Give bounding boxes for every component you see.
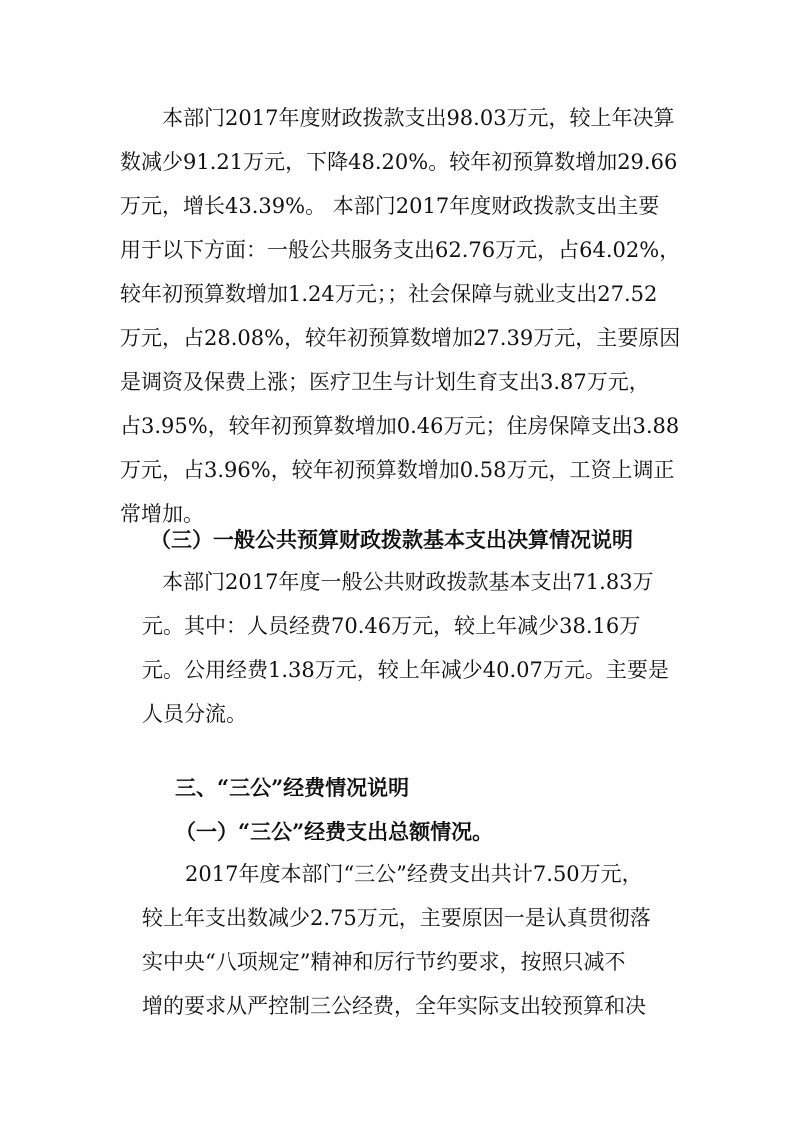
paragraph-line: 2017年度本部门“三公”经费支出共计7.50万元， xyxy=(185,862,643,886)
subsection-heading-total: （一）“三公”经费支出总额情况。 xyxy=(175,819,494,844)
paragraph-line: 万元，占3.96%，较年初预算数增加0.58万元，工资上调正 xyxy=(120,458,675,482)
paragraph-line: 较年初预算数增加1.24万元；；社会保障与就业支出27.52 xyxy=(120,282,658,306)
paragraph-line: 万元，占28.08%，较年初预算数增加27.39万元，主要原因 xyxy=(120,326,681,350)
paragraph-line: 元。其中：人员经费70.46万元，较上年减少38.16万 xyxy=(142,614,641,638)
paragraph-line: 本部门2017年度一般公共财政拨款基本支出71.83万 xyxy=(162,570,654,594)
section-heading-three-public: 三、“三公”经费情况说明 xyxy=(175,775,410,800)
paragraph-line: 人员分流。 xyxy=(142,702,247,726)
paragraph-line: 数减少91.21万元，下降48.20%。较年初预算数增加29.66 xyxy=(120,150,678,174)
paragraph-line: 万元，增长43.39%。 本部门2017年度财政拨款支出主要 xyxy=(120,194,660,218)
paragraph-line: 本部门2017年度财政拨款支出98.03万元，较上年决算 xyxy=(162,106,675,130)
paragraph-line: 是调资及保费上涨；医疗卫生与计划生育支出3.87万元， xyxy=(120,370,650,394)
paragraph-line: 占3.95%，较年初预算数增加0.46万元；住房保障支出3.88 xyxy=(120,414,680,438)
paragraph-line: 实中央“八项规定”精神和厉行节约要求，按照只减不 xyxy=(142,950,626,974)
paragraph-line: 常增加。 xyxy=(120,502,204,526)
paragraph-line: 增的要求从严控制三公经费，全年实际支出较预算和决 xyxy=(142,994,646,1018)
section-heading-basic-expenditure: （三）一般公共预算财政拨款基本支出决算情况说明 xyxy=(150,527,633,552)
paragraph-line: 元。公用经费1.38万元，较上年减少40.07万元。主要是 xyxy=(142,658,669,682)
paragraph-line: 较上年支出数减少2.75万元，主要原因一是认真贯彻落 xyxy=(142,906,651,930)
paragraph-line: 用于以下方面：一般公共服务支出62.76万元，占64.02%， xyxy=(120,238,681,262)
